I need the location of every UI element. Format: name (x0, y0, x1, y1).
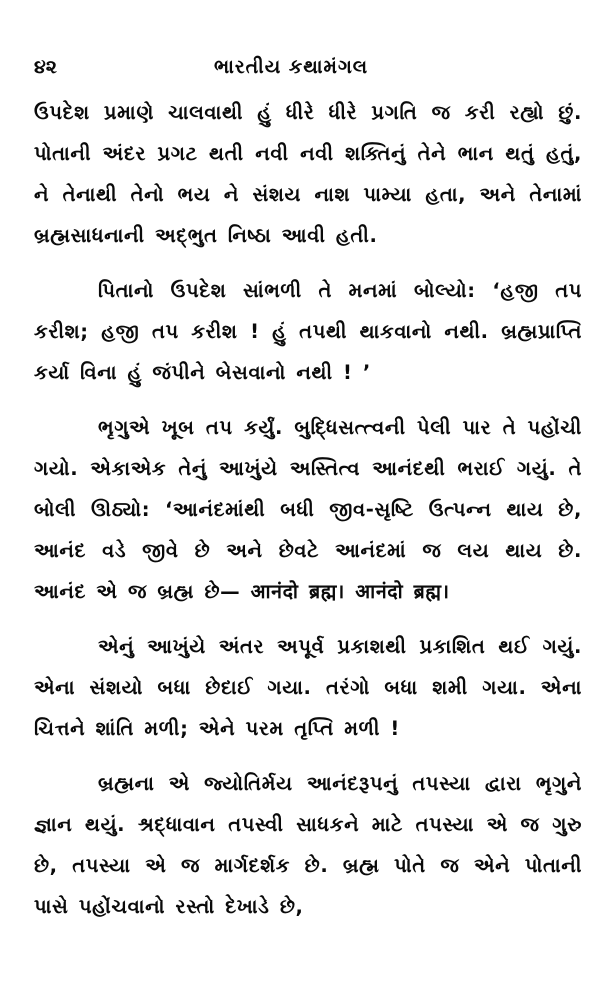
running-head (34, 52, 580, 92)
body-text (34, 92, 582, 927)
book-title: ભારતીય કથામંગલ (214, 56, 369, 78)
paragraph-5: બ્રહ્મના એ જ્યોતિર્મય આનંદરૂપનું તપસ્યા દ્વારા ભૃગુને જ્ઞાન થયું. શ્રદ્ધાવાન તપસ્વી સાધકને માટે તપસ્યા એ જ ગુરુ છે, તપસ્યા એ જ માર્ગદર્શક છે. બ્રહ્મ પોતે જ એને પોતાની પાસે પહોંચવાનો રસ્તો દેખાડે છે, (34, 772, 582, 918)
paragraph-2: પિતાનો ઉપદેશ સાંભળી તે મનમાં બોલ્યો: ‘હજી તપ કરીશ; હજી તપ કરીશ ! હું તપથી થાકવાનો નથી. બ્રહ્મપ્રાપ્તિ કર્યા વિના હું જંપીને બેસવાનો નથી ! ’ (34, 279, 582, 384)
paragraph-1: ઉપદેશ પ્રમાણે ચાલવાથી હું ધીરે ધીરે પ્રગતિ જ કરી રહ્યો છું. પોતાની અંદર પ્રગટ થતી નવી નવી શક્તિનું તેને ભાન થતું હતું, ને તેનાથી તેનો ભય ને સંશય નાશ પામ્યા હતા, અને તેનામાં બ્રહ્મસાધનાની અદ્ભુત નિષ્ઠા આવી હતી. (34, 101, 582, 247)
paragraph-3: ભૃગુએ ખૂબ તપ કર્યું. બુદ્ધિસત્ત્વની પેલી પાર તે પહોંચી ગયો. એકાએક તેનું આખુંયે અસ્તિત્વ આનંદથી ભરાઈ ગયું. તે બોલી ઊઠ્યો: ‘આનંદમાંથી બધી જીવ-સૃષ્ટિ ઉત્પન્ન થાય છે, આનંદ વડે જીવે છે અને છેવટે આનંદમાં જ લય થાય છે. આનંદ એ જ બ્રહ્મ છે— आनंदो ब्रह्म। आनंदो ब्रह्म। (34, 416, 582, 603)
page-number: ૪૨ (34, 56, 57, 78)
paragraph-4: એનું આખુંયે અંતર અપૂર્વ પ્રકાશથી પ્રકાશિત થઈ ગયું. એના સંશયો બધા છેદાઈ ગયા. તરંગો બધા શમી ગયા. એના ચિત્તને શાંતિ મળી; એને પરમ તૃપ્તિ મળી ! (34, 635, 582, 740)
